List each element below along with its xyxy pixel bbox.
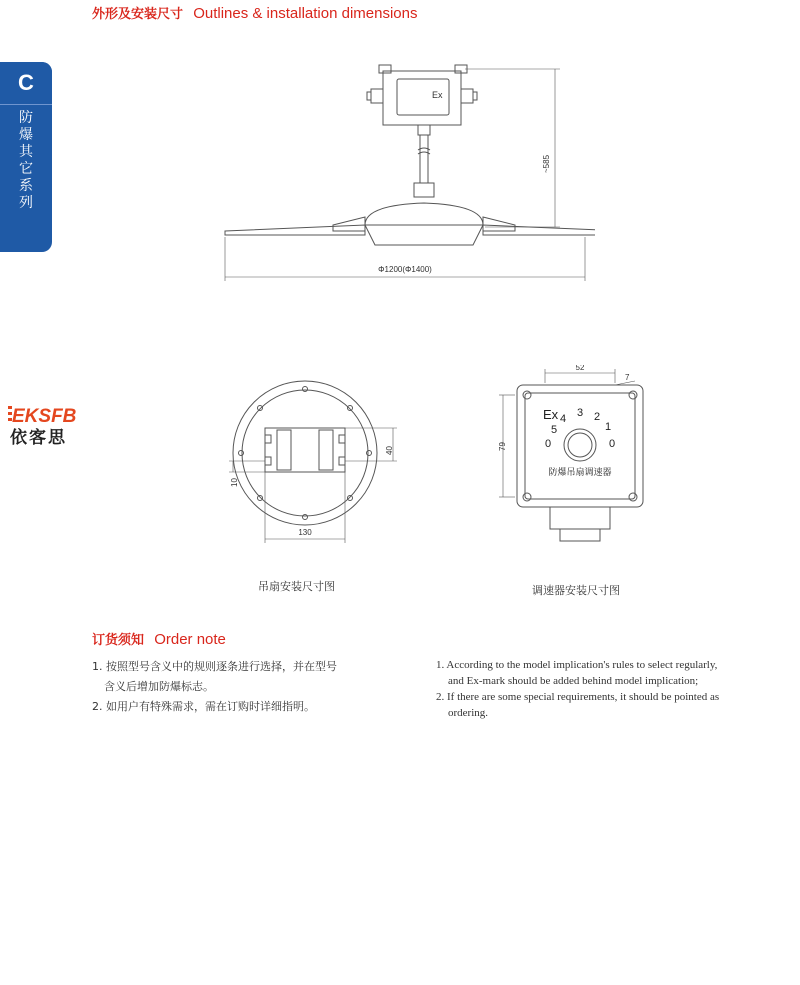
mount-slot-right bbox=[319, 430, 333, 470]
bolt-hole bbox=[348, 406, 353, 411]
rod-clamp bbox=[414, 183, 434, 197]
mount-width-dim: 130 bbox=[298, 528, 312, 537]
speed-knob-outer bbox=[564, 429, 596, 461]
motor-body bbox=[365, 225, 483, 245]
gland-right bbox=[461, 89, 473, 103]
logo-text: EKSFB bbox=[12, 406, 77, 426]
category-char: 防 bbox=[19, 110, 33, 126]
regulator-gland-nut bbox=[560, 529, 600, 541]
mount-flange-outer bbox=[233, 381, 377, 525]
dial-mark: 2 bbox=[594, 411, 601, 423]
corner-screw bbox=[523, 391, 531, 399]
gland-left-tip bbox=[367, 92, 371, 100]
note-en-1: 1. According to the model implication's rules to select regularly, bbox=[436, 659, 718, 671]
regulator-housing bbox=[517, 385, 643, 507]
height-dim: ~585 bbox=[542, 154, 551, 173]
corner-screw bbox=[629, 493, 637, 501]
regulator-label: 防爆吊扇调速器 bbox=[548, 467, 612, 477]
regulator-drawing bbox=[495, 365, 650, 555]
note-cn-1: 1. 按照型号含义中的规则逐条进行选择，并在型号 bbox=[92, 660, 337, 673]
regulator-ex-mark: Ex bbox=[543, 407, 559, 422]
mount-tab bbox=[339, 435, 345, 443]
note-cn-1-cont: 含义后增加防爆标志。 bbox=[104, 680, 214, 693]
section-title bbox=[92, 3, 417, 22]
order-note-title-en: Order note bbox=[154, 631, 226, 648]
blade-arm-right bbox=[483, 217, 515, 231]
speed-knob-inner bbox=[568, 433, 592, 457]
category-char: 其 bbox=[19, 144, 33, 160]
motor-top bbox=[365, 203, 483, 225]
section-title-cn: 外形及安装尺寸 bbox=[92, 6, 184, 21]
tab-divider bbox=[0, 104, 52, 105]
category-char: 系 bbox=[19, 178, 33, 194]
blade-left bbox=[225, 225, 365, 235]
mount-tab bbox=[265, 435, 271, 443]
dial-mark: 5 bbox=[551, 424, 558, 436]
gland-right-tip bbox=[473, 92, 477, 100]
mount-flange-inner bbox=[242, 390, 368, 516]
mount-offset-dim: 10 bbox=[230, 478, 239, 487]
diameter-dim: Φ1200(Φ1400) bbox=[378, 265, 432, 274]
order-notes-en bbox=[436, 657, 776, 721]
order-notes-cn bbox=[92, 657, 392, 717]
category-letter: C bbox=[0, 62, 52, 104]
regulator-width-dim: 52 bbox=[575, 365, 585, 372]
section-title-en: Outlines & installation dimensions bbox=[193, 5, 418, 22]
category-char: 爆 bbox=[19, 127, 33, 143]
bolt-hole bbox=[239, 451, 244, 456]
dial-mark: 1 bbox=[605, 421, 612, 433]
note-cn-2: 2. 如用户有特殊需求，需在订购时详细指明。 bbox=[92, 700, 315, 713]
note-en-1-cont: and Ex-mark should be added behind model implication; bbox=[448, 675, 699, 687]
rod-coupler bbox=[418, 125, 430, 135]
order-note-title-cn: 订货须知 bbox=[92, 632, 145, 647]
bolt-hole bbox=[367, 451, 372, 456]
bolt-hole bbox=[303, 387, 308, 392]
note-en-2: 2. If there are some special requirements, it should be pointed as bbox=[436, 691, 720, 703]
category-label bbox=[14, 110, 38, 212]
dial-mark: 0 bbox=[609, 438, 616, 450]
gland-left bbox=[371, 89, 383, 103]
ex-mark: Ex bbox=[432, 90, 443, 100]
dial-mark: 3 bbox=[577, 407, 584, 419]
fan-mount-drawing bbox=[225, 375, 410, 550]
mount-height-dim: 40 bbox=[385, 446, 394, 455]
regulator-height-dim: 79 bbox=[498, 442, 507, 451]
bolt-hole bbox=[348, 496, 353, 501]
regulator-gland-body bbox=[550, 507, 610, 529]
corner-screw bbox=[629, 391, 637, 399]
blade-right bbox=[483, 225, 595, 235]
dial-mark: 4 bbox=[560, 413, 567, 425]
bolt-hole bbox=[258, 406, 263, 411]
brand-name-cn: 依客思 bbox=[10, 428, 67, 448]
note-en-2-cont: ordering. bbox=[448, 707, 489, 719]
fan-outline-drawing bbox=[215, 55, 595, 290]
category-char: 它 bbox=[19, 161, 33, 177]
dial-mark: 0 bbox=[545, 438, 552, 450]
order-note-title bbox=[92, 629, 226, 648]
bracket-left bbox=[379, 65, 391, 73]
mount-slot-left bbox=[277, 430, 291, 470]
bolt-hole bbox=[258, 496, 263, 501]
mount-tab bbox=[339, 457, 345, 465]
bolt-hole bbox=[303, 515, 308, 520]
mount-tab bbox=[265, 457, 271, 465]
regulator-caption: 调速器安装尺寸图 bbox=[532, 584, 620, 597]
regulator-edge-dim: 7 bbox=[625, 373, 630, 382]
corner-screw bbox=[523, 493, 531, 501]
blade-arm-left bbox=[333, 217, 365, 231]
category-char: 列 bbox=[19, 195, 33, 211]
fan-mount-caption: 吊扇安装尺寸图 bbox=[258, 580, 335, 593]
